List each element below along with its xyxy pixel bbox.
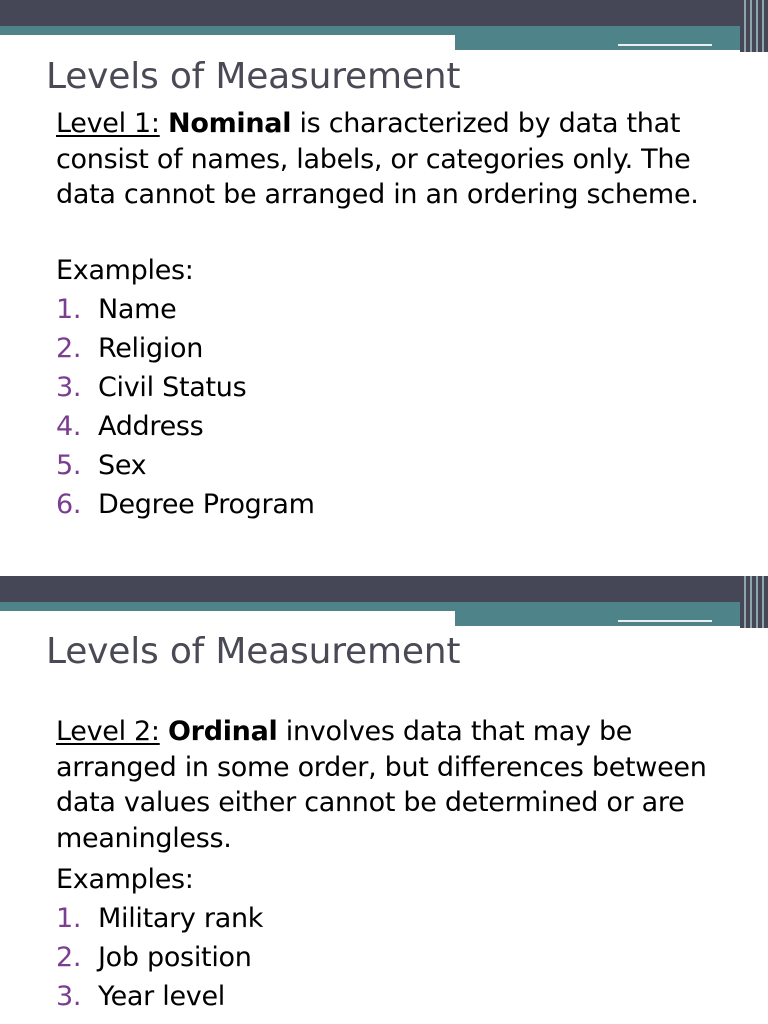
list-number: 2.: [56, 942, 82, 973]
list-item: [56, 485, 315, 524]
list-item-text: Address: [98, 411, 204, 442]
level-label: Level 1:: [56, 108, 160, 139]
list-number: 5.: [56, 450, 82, 481]
level-description: [56, 106, 746, 213]
slide-separator: [0, 560, 768, 576]
list-number: 2.: [56, 333, 82, 364]
examples-label: Examples:: [56, 864, 194, 895]
level-term: Ordinal: [168, 716, 278, 747]
examples-list: [56, 899, 263, 1016]
list-item: [56, 977, 263, 1016]
level-definition: involves data that may be arranged in some order, but differences between data values either cannot be determined or are meaningless.: [56, 716, 707, 854]
list-item-text: Religion: [98, 333, 204, 364]
level-definition: is characterized by data that consist of names, labels, or categories only. The data cannot be arranged in an ordering scheme.: [56, 108, 699, 210]
slide-title: Levels of Measurement: [46, 631, 461, 672]
list-number: 1.: [56, 903, 82, 934]
list-number: 3.: [56, 981, 82, 1012]
level-description: [56, 714, 746, 856]
examples-label: Examples:: [56, 255, 194, 286]
list-number: 4.: [56, 411, 82, 442]
list-item-text: Sex: [98, 450, 147, 481]
list-item: [56, 899, 263, 938]
list-item: [56, 368, 315, 407]
list-item-text: Job position: [98, 942, 252, 973]
list-item-text: Degree Program: [98, 489, 315, 520]
list-item: [56, 407, 315, 446]
list-number: 6.: [56, 489, 82, 520]
list-item: [56, 446, 315, 485]
level-label: Level 2:: [56, 716, 160, 747]
examples-list: [56, 290, 315, 524]
list-number: 3.: [56, 372, 82, 403]
list-number: 1.: [56, 294, 82, 325]
list-item-text: Civil Status: [98, 372, 247, 403]
slide-header-bar: [0, 0, 768, 52]
list-item-text: Military rank: [98, 903, 264, 934]
slide-title: Levels of Measurement: [46, 56, 461, 97]
list-item: [56, 938, 263, 977]
list-item-text: Year level: [98, 981, 225, 1012]
list-item-text: Name: [98, 294, 177, 325]
list-item: [56, 290, 315, 329]
slide-header-bar: [0, 576, 768, 628]
list-item: [56, 329, 315, 368]
level-term: Nominal: [168, 108, 292, 139]
